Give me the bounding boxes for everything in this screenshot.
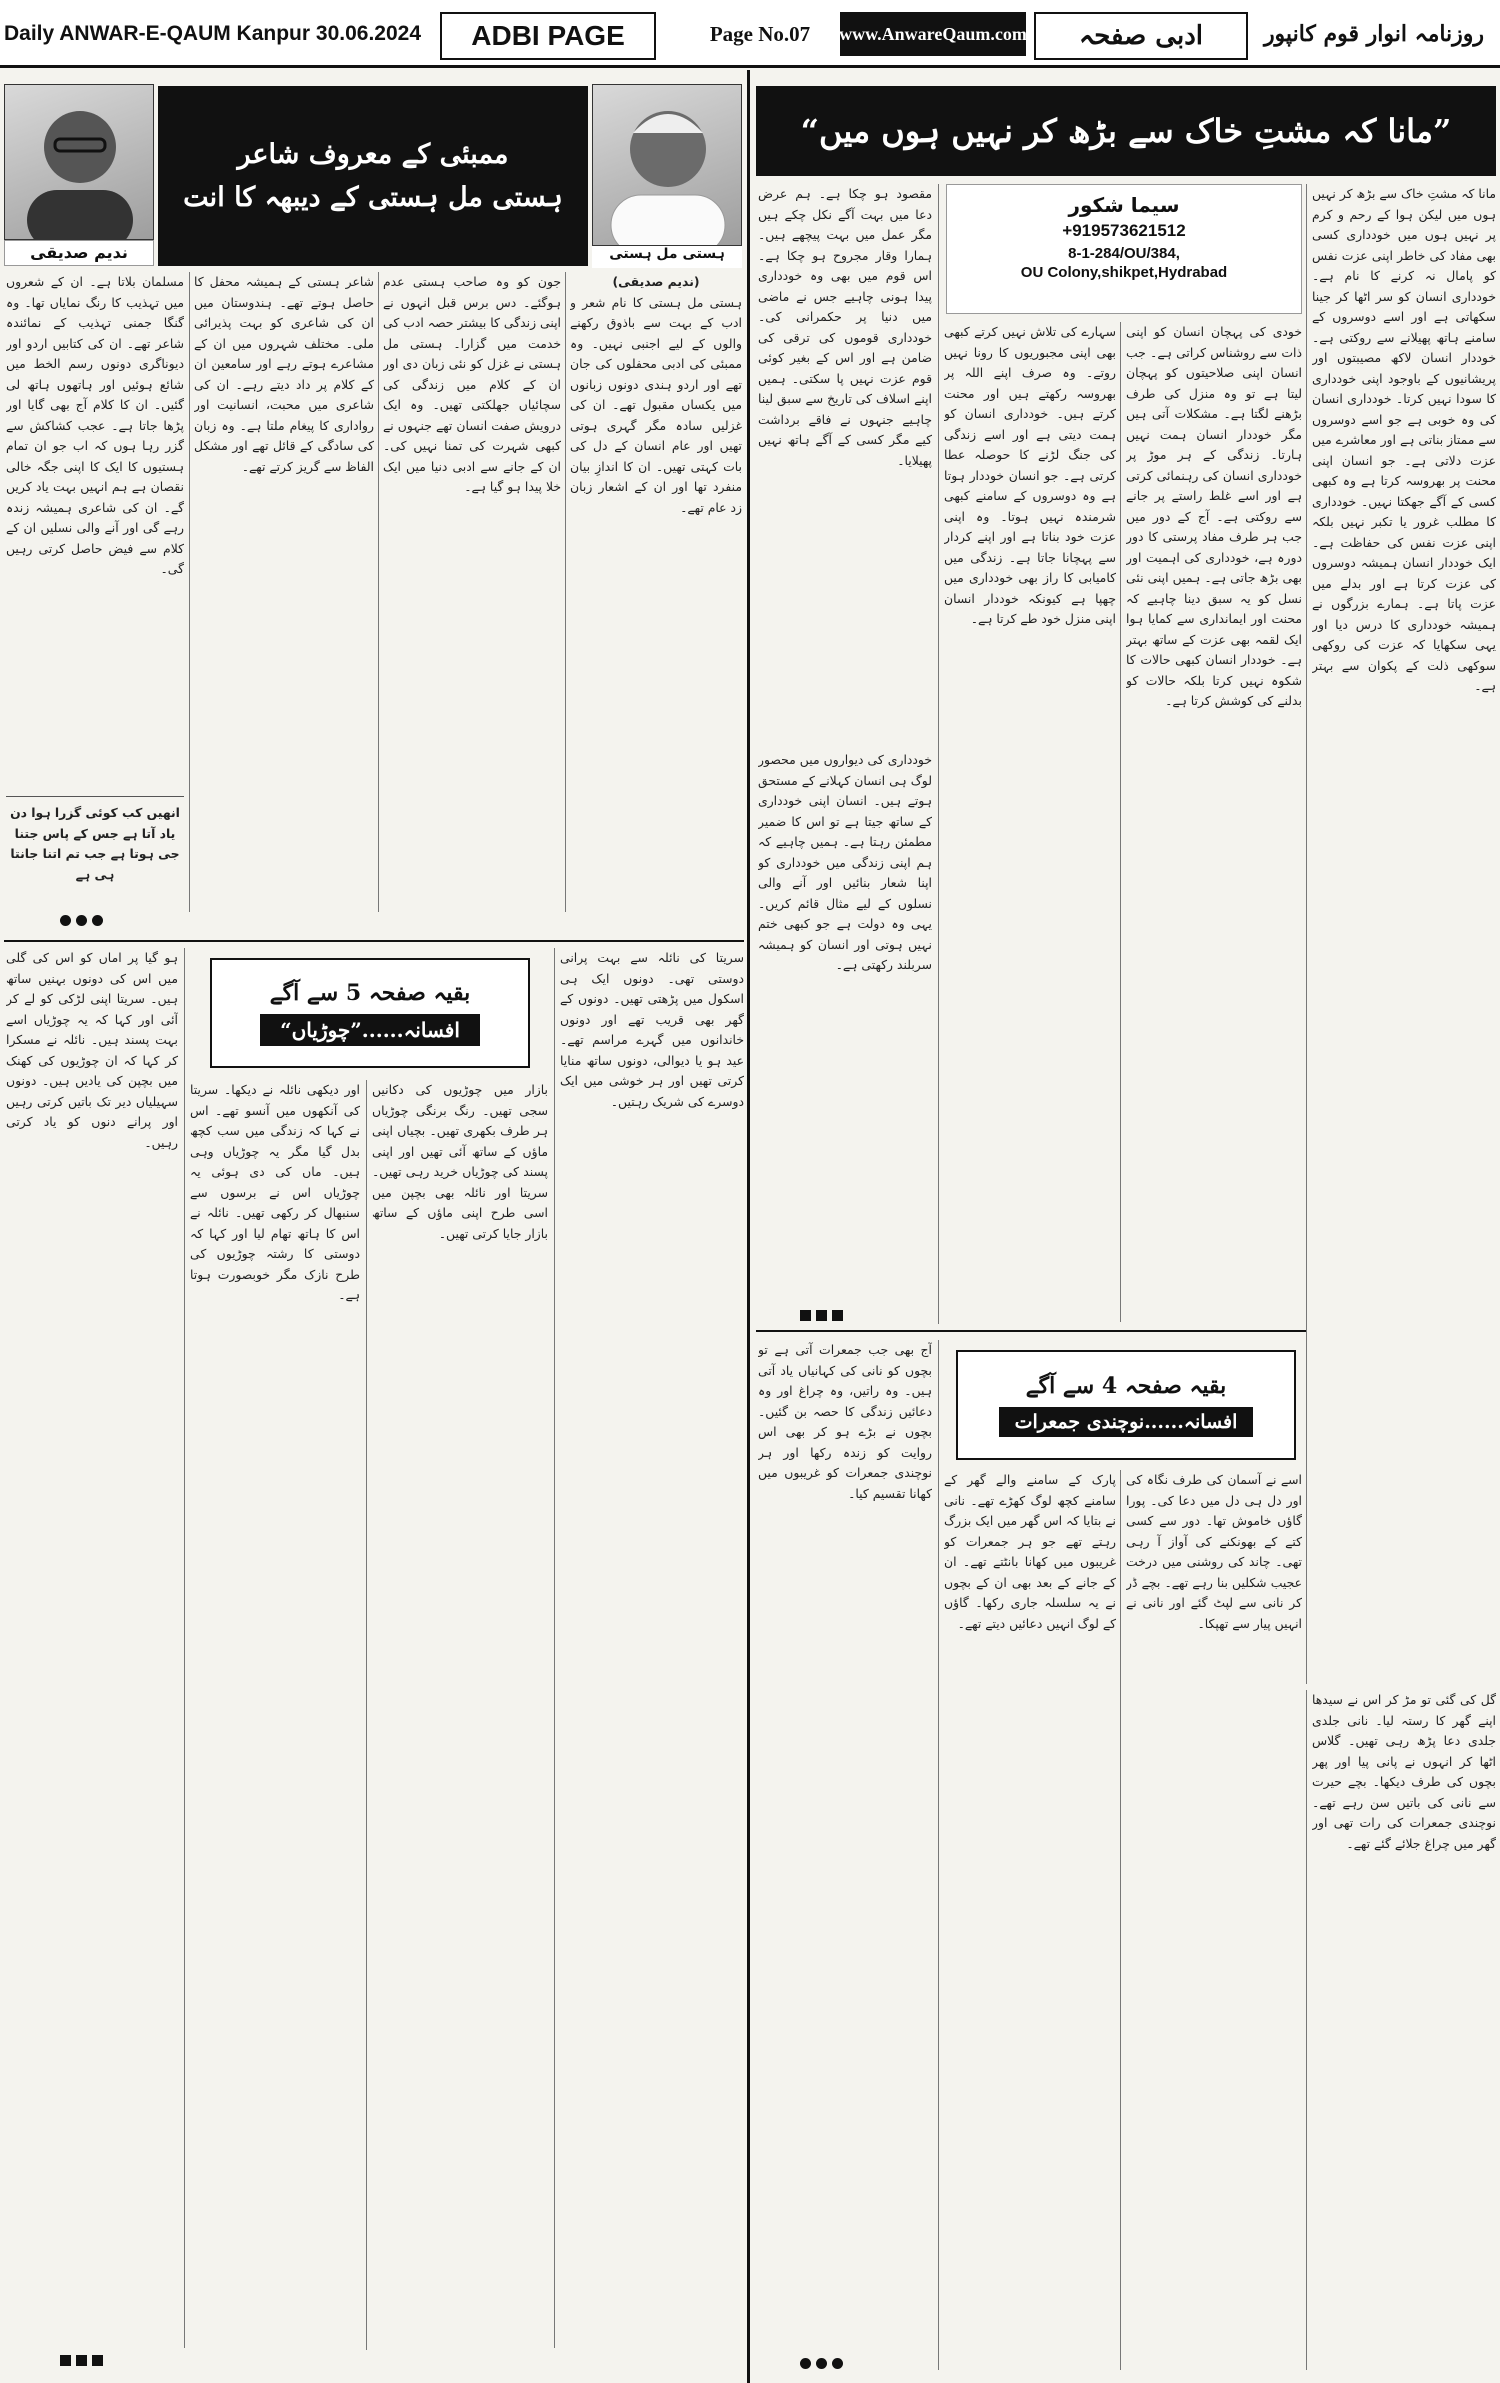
article1-body-d: مقصود ہو چکا ہے۔ ہم عرض دعا میں بہت آگے نکل چکے ہیں مگر عمل میں بہت پیچھے ہیں۔ ہمارا وقار مجروح ہو چکا ہے۔ اس قوم میں بھی وہ خودداری پیدا ہونی چاہیے جس نے ماضی میں دنیا پر حکمرانی کی۔ خودداری قوموں کی ترقی کی ضامن ہے اور اس کے بغیر کوئی قوم عزت نہیں پا سکتی۔ ہمیں اپنے اسلاف کی تاریخ سے سبق لینا چاہیے جنہوں نے فاقے برداشت کیے مگر کسی کے آگے ہاتھ نہیں پھیلایا۔ [758, 186, 932, 468]
column-rule [565, 272, 566, 912]
article2-headline-line1: ممبئی کے معروف شاعر [237, 139, 509, 170]
article3-col-1 [560, 948, 744, 2348]
article-end-dots [60, 915, 103, 926]
article4-title: بقیہ صفحہ 4 سے آگے [1025, 1373, 1227, 1399]
article3-title: بقیہ صفحہ 5 سے آگے [269, 980, 471, 1006]
article3-body-b: اور دیکھی نائلہ نے دیکھا۔ سریتا کی آنکھوں میں آنسو تھے۔ اس نے کہا کہ زندگی میں سب کچھ بدل گیا مگر یہ چوڑیاں وہی ہیں۔ ماں کی دی ہوئی یہ چوڑیاں اس نے برسوں سے سنبھال کر رکھی تھیں۔ نائلہ نے اس کا ہاتھ تھام لیا اور کہا کہ دوستی کا رشتہ چوڑیوں کی طرح نازک مگر خوبصورت ہوتا ہے۔ [190, 1082, 360, 1302]
article3-body-a: ہو گیا پر اماں کو اس کی گلی میں اس کی دونوں بہنیں ساتھ ہیں۔ سریتا اپنی لڑکی کو لے کر آئی اور کہا کہ یہ چوڑیاں اسے بہت پسند ہیں۔ نائلہ نے مسکرا کر کہا کہ ان چوڑیوں کی کھنک میں بچپن کی یادیں ہیں۔ دونوں سہیلیاں دیر تک باتیں کرتی رہیں اور پرانے دنوں کو یاد کرتی رہیں۔ [6, 950, 178, 1150]
article1-headline: ”مانا کہ مشتِ خاک سے بڑھ کر نہیں ہوں میں“ [756, 86, 1496, 176]
page-number: Page No.07 [709, 21, 811, 46]
article4-col-1 [1312, 1690, 1496, 2370]
paper-name-en: Daily ANWAR-E-QAUM Kanpur [4, 22, 311, 45]
article3-body-d: سریتا کی نائلہ سے بہت پرانی دوستی تھی۔ دونوں ایک ہی اسکول میں پڑھتی تھیں۔ دونوں کے گھر بھی قریب تھے اور دونوں خاندانوں میں گہرے مراسم تھے۔ عید ہو یا دیوالی، دونوں ساتھ منایا کرتی تھیں اور ہر خوشی میں ایک دوسرے کی شریک رہتیں۔ [560, 950, 744, 1109]
article1-col-1 [1312, 184, 1496, 1684]
article3-col-3 [190, 1080, 360, 2350]
article1-author-address2: OU Colony,shikpet,Hydrabad [1020, 264, 1228, 281]
section-rule [4, 940, 744, 942]
article2-quote: انھیں کب کوئی گزرا ہوا دن یاد آتا ہے جس کے پاس جتنا جی ہوتا ہے جب تم اتنا جانتا ہی ہے [6, 796, 184, 896]
article2-body-c: شاعر ہستی کے ہمیشہ محفل کا حاصل ہوتے تھے۔ ہندوستان میں ان کی شاعری کو بہت پذیرائی ملی۔ مختلف شہروں میں ان کے مشاعرے ہوتے رہے اور سامعین ان کے کلام پر داد دیتے رہے۔ ان کی شاعری میں محبت، انسانیت اور رواداری کا پیغام ملتا ہے۔ وہ زبان کی سادگی کے قائل تھے اور مشکل الفاظ سے گریز کرتے تھے۔ [194, 274, 374, 474]
section-label-ur: ادبی صفحہ [1034, 12, 1248, 60]
article1-body-b: خودی کی پہچان انسان کو اپنی ذات سے روشناس کراتی ہے۔ جب انسان اپنی صلاحیتوں کو پہچان لیتا ہے تو وہ منزل کی طرف بڑھنے لگتا ہے۔ مشکلات آتی ہیں مگر خوددار انسان ہمت نہیں ہارتا۔ زندگی کے ہر موڑ پر خودداری انسان کی رہنمائی کرتی ہے اور اسے غلط راستے پر جانے سے روکتی ہے۔ آج کے دور میں جب ہر طرف مفاد پرستی کا دور دورہ ہے، خودداری کی اہمیت اور بھی بڑھ جاتی ہے۔ ہمیں اپنی نئی نسل کو یہ سبق دینا چاہیے کہ محنت اور ایمانداری سے کمایا ہوا ایک لقمہ بھی عزت کے ساتھ بہتر ہے۔ خوددار انسان کبھی حالات کا شکوہ نہیں کرتا بلکہ حالات کو بدلنے کی کوشش کرتا ہے۔ [1126, 324, 1302, 708]
article3-header [210, 958, 530, 1068]
author-byline-nadeem: ندیم صدیقی [4, 240, 154, 266]
article4-subtitle: افسانہ......نوچندی جمعرات [999, 1407, 1254, 1437]
article4-header [956, 1350, 1296, 1460]
issue-date: 30.06.2024 [315, 22, 422, 45]
article2-body-d: مسلمان بلاتا ہے۔ ان کے شعروں میں تہذیب کا رنگ نمایاں تھا۔ وہ گنگا جمنی تہذیب کے نمائندہ شاعر تھے۔ ان کی کتابیں اردو اور دیوناگری دونوں رسم الخط میں شائع ہوئیں اور ہاتھوں ہاتھ لی گئیں۔ ان کا کلام آج بھی گایا اور پڑھا جاتا ہے۔ [6, 274, 184, 433]
article3-body-c: بازار میں چوڑیوں کی دکانیں سجی تھیں۔ رنگ برنگی چوڑیاں ہر طرف بکھری تھیں۔ بچیاں اپنی ماؤں کے ساتھ آئی تھیں اور اپنی پسند کی چوڑیاں خرید رہی تھیں۔ سریتا اور نائلہ بھی بچپن میں اسی طرح اپنی ماؤں کے ساتھ بازار جایا کرتی تھیں۔ [372, 1082, 548, 1241]
article1-body-c: سہارے کی تلاش نہیں کرتے کبھی بھی اپنی مجبوریوں کا رونا نہیں روتے۔ وہ صرف اپنے اللہ پر بھروسہ رکھتے ہیں اور محنت کرتے ہیں۔ خودداری انسان کو ہمت دیتی ہے اور اسے زندگی کی جنگ لڑنے کا حوصلہ عطا کرتی ہے۔ جو انسان خوددار ہوتا ہے وہ دوسروں کے سامنے کبھی شرمندہ نہیں ہوتا۔ وہ اپنی عزت خود بناتا ہے اور اپنے کردار سے پہچانا جاتا ہے۔ زندگی میں کامیابی کا راز بھی خودداری میں چھپا ہے کیونکہ خوددار انسان اپنی منزل خود طے کرتا ہے۔ [944, 324, 1116, 626]
article-end-squares [60, 2355, 103, 2366]
article2-col-4 [6, 272, 184, 792]
article1-body-e: خودداری کی دیواروں میں محصور لوگ ہی انسان کہلانے کے مستحق ہوتے ہیں۔ انسان اپنی خودداری کے ساتھ جیتا ہے تو اس کا ضمیر مطمئن رہتا ہے۔ ہمیں چاہیے کہ ہم اپنی زندگی میں خودداری کو اپنا شعار بنائیں اور آنے والی نسلوں کے لیے مثال قائم کریں۔ یہی وہ دولت ہے جو کبھی ختم نہیں ہوتی اور انسان کو ہمیشہ سربلند رکھتی ہے۔ [758, 752, 932, 972]
article1-col-3 [944, 322, 1116, 1322]
article4-body-b: اسے نے آسمان کی طرف نگاہ کی اور دل ہی دل میں دعا کی۔ پورا گاؤں خاموش تھا۔ دور سے کسی کتے کے بھونکنے کی آواز آ رہی تھی۔ چاند کی روشنی میں درخت عجیب شکلیں بنا رہے تھے۔ بچے ڈر کر نانی سے لپٹ گئے اور نانی نے انہیں پیار سے تھپکا۔ [1126, 1472, 1302, 1631]
website-url[interactable]: www.AnwareQaum.com [840, 12, 1026, 56]
paper-name-date [4, 12, 434, 56]
article-end-dots [800, 2358, 843, 2369]
column-rule [189, 272, 190, 912]
article3-col-4 [6, 948, 178, 2328]
article1-author-name: سیما شکور [1068, 193, 1180, 217]
article3-subtitle: افسانہ......”چوڑیاں“ [260, 1014, 480, 1046]
column-rule [1306, 1690, 1307, 2370]
article2-headline [158, 86, 588, 266]
portrait-icon [593, 85, 742, 246]
article4-body-a: گل کی گئی تو مڑ کر اس نے سیدھا اپنے گھر کا رستہ لیا۔ نانی جلدی جلدی دعا پڑھ رہی تھیں۔ گلاس اٹھا کر انہوں نے پانی پیا اور پھر بچوں کی طرف دیکھا۔ بچے حیرت سے نانی کی باتیں سن رہے تھے۔ نوچندی جمعرات کی رات تھی اور گھر میں چراغ جلائے گئے تھے۔ [1312, 1692, 1496, 1851]
column-rule [1120, 322, 1121, 1322]
article1-col-4b [758, 750, 932, 1310]
poet-photo-hasti [592, 84, 742, 246]
article1-body-a: مانا کہ مشتِ خاک سے بڑھ کر نہیں ہوں میں لیکن ہوا کے رحم و کرم پر نہیں ہوں میں خودداری کسی بھی مفاد کی خاطر اپنی عزت نفس کو پامال نہ کرنے کا نام ہے۔ خودداری انسان کو سر اٹھا کر جینا سکھاتی ہے اور اسے دوسروں کے سامنے ہاتھ پھیلانے سے روکتی ہے۔ خوددار انسان لاکھ مصیبتوں اور پریشانیوں کے باوجود اپنی خودداری کا سودا نہیں کرتا۔ خودداری انسان کی وہ خوبی ہے جو اسے دوسروں سے ممتاز بناتی ہے اور معاشرے میں عزت دلاتی ہے۔ جو انسان اپنی محنت پر بھروسہ کرتا ہے وہ کبھی کسی کے آگے جھکتا نہیں۔ خودداری کا مطلب غرور یا تکبر نہیں بلکہ اپنی عزت نفس کی حفاظت ہے۔ ایک خوددار انسان ہمیشہ دوسروں کی عزت کرتا ہے اور بدلے میں عزت پاتا ہے۔ ہمارے بزرگوں نے ہمیشہ خودداری کا درس دیا اور یہی سکھایا کہ عزت کی روکھی سوکھی ذلت کے پکوان سے بہتر ہے۔ [1312, 186, 1496, 693]
article2-headline-line2: ہستی مل ہستی کے دیبھہ کا انت [183, 182, 563, 213]
column-rule [366, 1080, 367, 2350]
article2-body-b: جون کو وہ صاحب ہستی عدم ہوگئے۔ دس برس قبل انہوں نے اپنی زندگی کا بیشتر حصہ ادب کی خدمت میں گزارا۔ ہستی مل ہستی نے غزل کو نئی زبان دی اور ان کے کلام میں زندگی کی سچائیاں جھلکتی تھیں۔ وہ ایک درویش صفت انسان تھے جنہوں نے کبھی شہرت کی تمنا نہیں کی۔ ان کے جانے سے ادبی دنیا میں ایک خلا پیدا ہو گیا ہے۔ [383, 274, 561, 494]
article3-col-2 [372, 1080, 548, 2350]
article4-col-2 [1126, 1470, 1302, 2370]
article-end-squares [800, 1310, 843, 1321]
column-rule [1306, 184, 1307, 1684]
column-rule [938, 184, 939, 1324]
article2-col-3 [194, 272, 374, 912]
masthead [0, 0, 1500, 68]
article1-author-phone: +919573621512 [1062, 221, 1186, 240]
article2-credit: (ندیم صدیقی) [612, 274, 700, 289]
column-rule [184, 948, 185, 2348]
article1-author-box [946, 184, 1302, 314]
section-label-en: ADBI PAGE [440, 12, 656, 60]
portrait-icon [5, 85, 154, 240]
article2-col-1 [570, 272, 742, 912]
article2-body-e: عجب کشاکش سے گزر رہا ہوں کہ اب جو ان تمام ہستیوں کا ایک کا اپنی جگہ خالی نقصان ہے ہم انہیں بہت یاد کریں گے۔ ان کی شاعری ہمیشہ زندہ رہے گی اور آنے والی نسلیں ان کے کلام سے فیض حاصل کرتی رہیں گی۔ [6, 417, 184, 576]
page-center-divider [747, 70, 750, 2383]
section-rule [756, 1330, 1306, 1332]
article2-body-a: ہستی مل ہستی کا نام شعر و ادب کے بہت سے باذوق رکھنے والوں کے لیے اجنبی نہیں۔ وہ ممبئی کی ادبی محفلوں کی جان تھے اور اردو ہندی دونوں زبانوں میں یکساں مقبول تھے۔ ان کی غزلیں سادہ مگر گہری ہوتی تھیں اور عام انسان کے دل کی بات کہتی تھیں۔ ان کا اندازِ بیان منفرد تھا اور ان کے اشعار زبان زد عام تھے۔ [570, 294, 742, 515]
article1-author-address1: 8-1-284/OU/384, [1068, 245, 1180, 262]
column-rule [938, 1340, 939, 2370]
article2-col-2 [383, 272, 561, 912]
paper-name-ur: روزنامہ انوار قوم کانپور [1263, 21, 1485, 47]
author-photo-nadeem [4, 84, 154, 240]
article4-col-3 [944, 1470, 1116, 2370]
column-rule [554, 948, 555, 2348]
poet-photo-caption: ہستی مل ہستی [592, 246, 742, 268]
article1-col-2 [1126, 322, 1302, 1322]
article1-col-4a [758, 184, 932, 744]
article4-body-d: آج بھی جب جمعرات آتی ہے تو بچوں کو نانی کی کہانیاں یاد آتی ہیں۔ وہ راتیں، وہ چراغ اور وہ دعائیں زندگی کا حصہ بن گئیں۔ بچوں نے بڑے ہو کر بھی اس روایت کو زندہ رکھا اور ہر نوچندی جمعرات کو غریبوں میں کھانا تقسیم کیا۔ [758, 1342, 932, 1501]
article4-body-c: پارک کے سامنے والے گھر کے سامنے کچھ لوگ کھڑے تھے۔ نانی نے بتایا کہ اس گھر میں ایک بزرگ رہتے تھے جو ہر جمعرات کو غریبوں میں کھانا بانٹتے تھے۔ ان کے جانے کے بعد بھی ان کے بچوں نے یہ سلسلہ جاری رکھا۔ گاؤں کے لوگ انہیں دعائیں دیتے تھے۔ [944, 1472, 1116, 1631]
article4-col-4 [758, 1340, 932, 2350]
column-rule [378, 272, 379, 912]
column-rule [1120, 1470, 1121, 2370]
